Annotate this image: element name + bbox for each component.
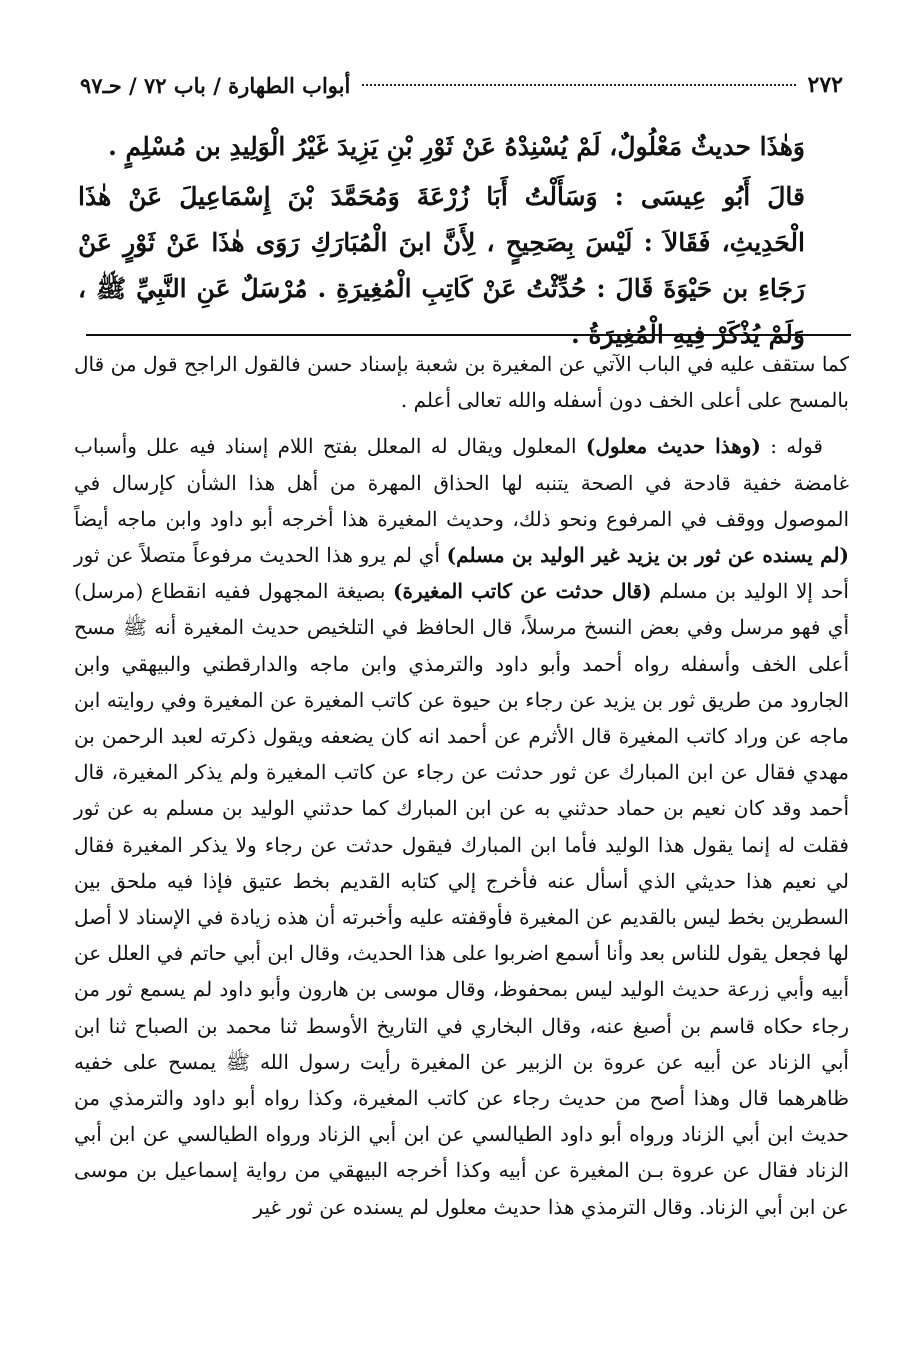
commentary-text [74, 346, 849, 1225]
page-number: ٢٧٢ [807, 72, 843, 98]
commentary-paragraph-2 [74, 428, 849, 1224]
hadith-line-2: قالَ أَبُو عِيسَى : وَسَأَلْتُ أَبَا زُرْعَةَ وَمُحَمَّدَ بْنَ إِسْمَاعِيلَ عَنْ هٰذَا الْحَدِيثِ، فَقَالاَ : لَيْسَ بِصَحِيحٍ ، لِأَنَّ ابنَ الْمُبَارَكِ رَوَى هٰذَا عَنْ ثَوْرٍ عَنْ رَجَاءِ بن حَيْوَةَ قَالَ : حُدِّثْتُ عَنْ كَاتِبِ الْمُغِيرَةِ . مُرْسَلٌ عَنِ النَّبِيِّ ﷺ ، وَلَمْ يُذْكَرْ فِيهِ الْمُغِيرَةُ . [78, 182, 805, 349]
header-dotted-leader [362, 84, 795, 86]
commentary-segment-1: المعلول ويقال له المعلل بفتح اللام إسناد فيه علل وأسباب غامضة خفية قادحة في الصحة يتنبه لها الحذاق المهرة من أهل هذا الشأن كإرسال في الموصول ووقف في المرفوع ونحو ذلك، وحديث المغيرة هذا أخرجه أبو داود وابن ماجه أيضاً [74, 434, 849, 531]
section-divider [86, 334, 851, 336]
hadith-text [78, 124, 845, 358]
page-header [80, 68, 843, 102]
quoted-phrase-1: (وهذا حديث معلول) [585, 434, 761, 459]
quoted-phrase-2: (لم يسنده عن ثور بن يزيد غير الوليد بن مسلم) [446, 543, 849, 568]
commentary-segment-2: أي لم يرو هذا الحديث مرفوعاً متصلاً عن ثور أحد إلا الوليد بن مسلم [74, 543, 849, 604]
commentary-segment-3: بصيغة المجهول ففيه انقطاع (مرسل) أي فهو مرسل وفي بعض النسخ مرسلاً، قال الحافظ في التلخيص حديث المغيرة أنه ﷺ مسح أعلى الخف وأسفله رواه أحمد وأبو داود والترمذي وابن ماجه والدارقطني والبيهقي وابن الجارود من طريق ثور بن يزيد عن رجاء بن حيوة عن كاتب المغيرة عن المغيرة وفي روايته ابن ماجه عن وراد كاتب المغيرة قال الأثرم عن أحمد انه كان يضعفه ويقول ذكرته لعبد الرحمن بن مهدي فقال عن ابن المبارك عن ثور حدثت عن رجاء عن كاتب المغيرة ولم يذكر المغيرة، قال أحمد وقد كان نعيم بن حماد حدثني به عن ابن المبارك كما حدثني الوليد بن مسلم به عن ثور فقلت له إنما يقول هذا الوليد فأما ابن المبارك فيقول حدثت عن رجاء ولا يذكر المغيرة فقال لي نعيم هذا حديثي الذي أسأل عنه فأخرج إلي كتابه القديم بخط عتيق فإذا فيه ملحق بين السطرين بخط ليس بالقديم عن المغيرة فأوقفته عليه وأخبرته أن هذه زيادة في الإسناد لا أصل لها فجعل يقول للناس بعد وأنا أسمع اضربوا على هذا الحديث، وقال ابن أبي حاتم في العلل عن أبيه وأبي زرعة حديث الوليد ليس بمحفوظ، وقال موسى بن هارون وأبو داود لم يسمع ثور من رجاء حكاه قاسم بن أصبغ عنه، وقال البخاري في التاريخ الأوسط ثنا محمد بن الصباح ثنا ابن أبي الزناد عن أبيه عن عروة بن الزبير عن المغيرة رأيت رسول الله ﷺ يمسح على خفيه ظاهرهما قال وهذا أصح من حديث رجاء عن كاتب المغيرة، وكذا رواه أبو داود والترمذي من حديث ابن أبي الزناد ورواه أبو داود الطيالسي عن ابن أبي الزناد ورواه الطيالسي عن ابن أبي الزناد فقال عن عروة بـن المغيرة عن أبيه وكذا أخرجه البيهقي من رواية إسماعيل بن موسى عن ابن أبي الزناد. وقال الترمذي هذا حديث معلول لم يسنده عن ثور غير [73, 579, 849, 1219]
commentary-intro: قوله : [760, 434, 823, 459]
quoted-phrase-3: (قال حدثت عن كاتب المغيرة) [393, 579, 652, 604]
commentary-paragraph-1: كما ستقف عليه في الباب الآتي عن المغيرة بن شعبة بإسناد حسن فالقول الراجح قول من قال بالمسح على أعلى الخف دون أسفله والله تعالى أعلم . [74, 352, 849, 413]
hadith-line-1: وَهٰذَا حديثٌ مَعْلُولٌ، لَمْ يُسْنِدْهُ عَنْ ثَوْرِ بْنِ يَزِيدَ غَيْرُ الْوَلِيدِ بن مُسْلِمٍ . [108, 132, 805, 161]
running-title: أبواب الطهارة / باب ٧٢ / حـ٩٧ [80, 72, 351, 98]
